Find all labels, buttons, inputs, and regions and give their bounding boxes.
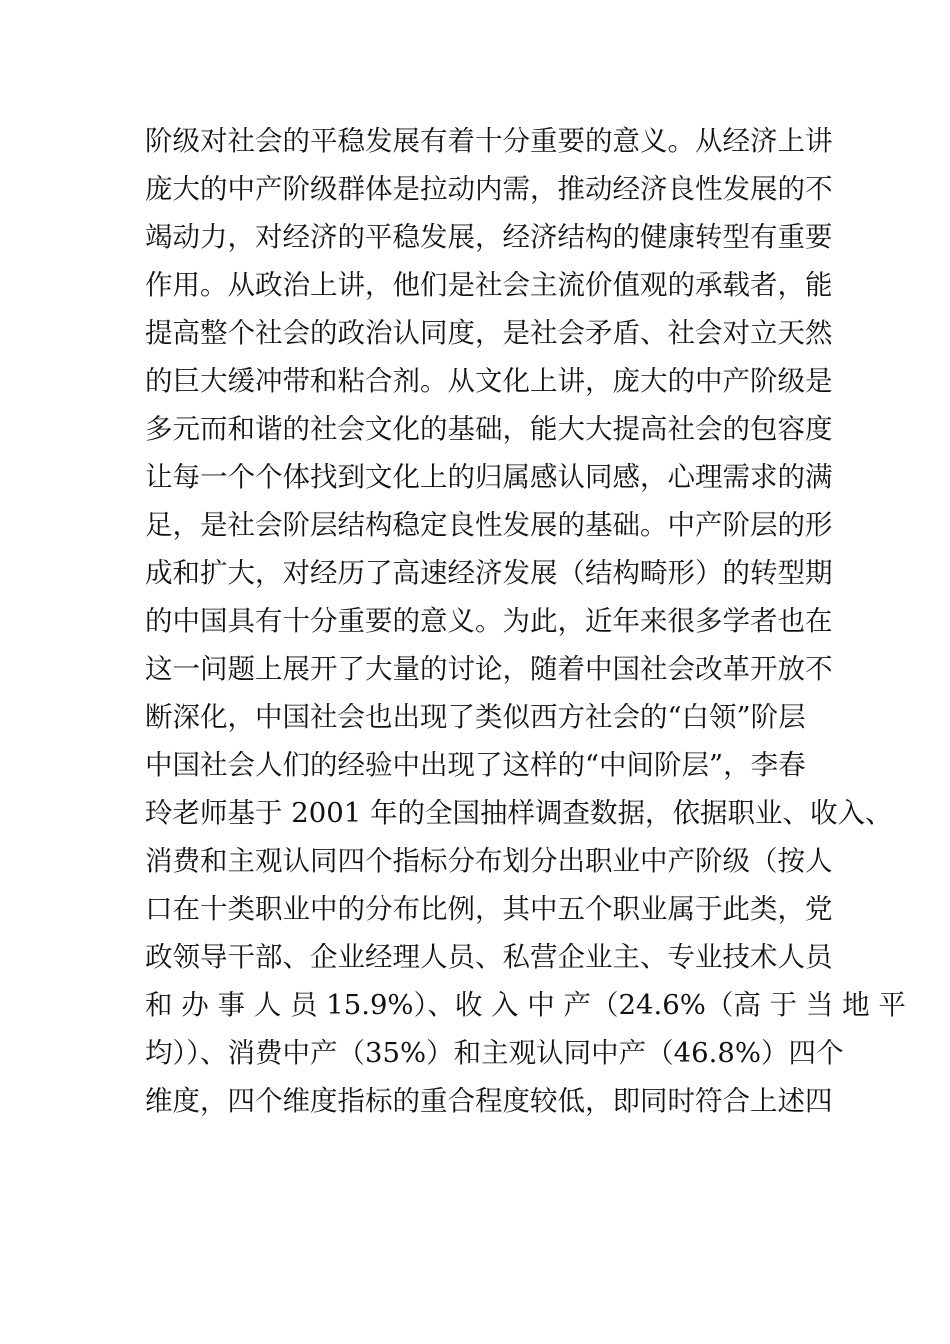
text-line: 阶级对社会的平稳发展有着十分重要的意义。从经济上讲 — [145, 125, 833, 157]
text-line: 提高整个社会的政治认同度，是社会矛盾、社会对立天然 — [145, 317, 833, 349]
text-line: 和 办 事 人 员 15.9%）、收 入 中 产（24.6%（高 于 当 地 平 — [145, 989, 906, 1021]
text-line: 口在十类职业中的分布比例，其中五个职业属于此类，党 — [145, 893, 833, 925]
text-line: 的中国具有十分重要的意义。为此，近年来很多学者也在 — [145, 605, 833, 637]
text-line: 足，是社会阶层结构稳定良性发展的基础。中产阶层的形 — [145, 509, 833, 541]
text-line: 中国社会人们的经验中出现了这样的“中间阶层”，李春 — [145, 749, 806, 781]
text-line: 多元而和谐的社会文化的基础，能大大提高社会的包容度 — [145, 413, 833, 445]
text-line: 玲老师基于 2001 年的全国抽样调查数据，依据职业、收入、 — [145, 797, 893, 829]
text-line: 政领导干部、企业经理人员、私营企业主、专业技术人员 — [145, 941, 833, 973]
body-paragraph — [145, 117, 906, 1125]
text-line: 断深化，中国社会也出现了类似西方社会的“白领”阶层 — [145, 701, 806, 733]
text-line: 让每一个个体找到文化上的归属感认同感，心理需求的满 — [145, 461, 833, 493]
text-line: 庞大的中产阶级群体是拉动内需，推动经济良性发展的不 — [145, 173, 833, 205]
text-line: 的巨大缓冲带和粘合剂。从文化上讲，庞大的中产阶级是 — [145, 365, 833, 397]
text-line: 消费和主观认同四个指标分布划分出职业中产阶级（按人 — [145, 845, 833, 877]
text-line: 均））、消费中产（35%）和主观认同中产（46.8%）四个 — [145, 1037, 844, 1069]
text-line: 竭动力，对经济的平稳发展，经济结构的健康转型有重要 — [145, 221, 833, 253]
text-line: 维度，四个维度指标的重合程度较低，即同时符合上述四 — [145, 1085, 833, 1117]
text-line: 成和扩大，对经历了高速经济发展（结构畸形）的转型期 — [145, 557, 833, 589]
text-line: 作用。从政治上讲，他们是社会主流价值观的承载者，能 — [145, 269, 833, 301]
text-line: 这一问题上展开了大量的讨论，随着中国社会改革开放不 — [145, 653, 833, 685]
